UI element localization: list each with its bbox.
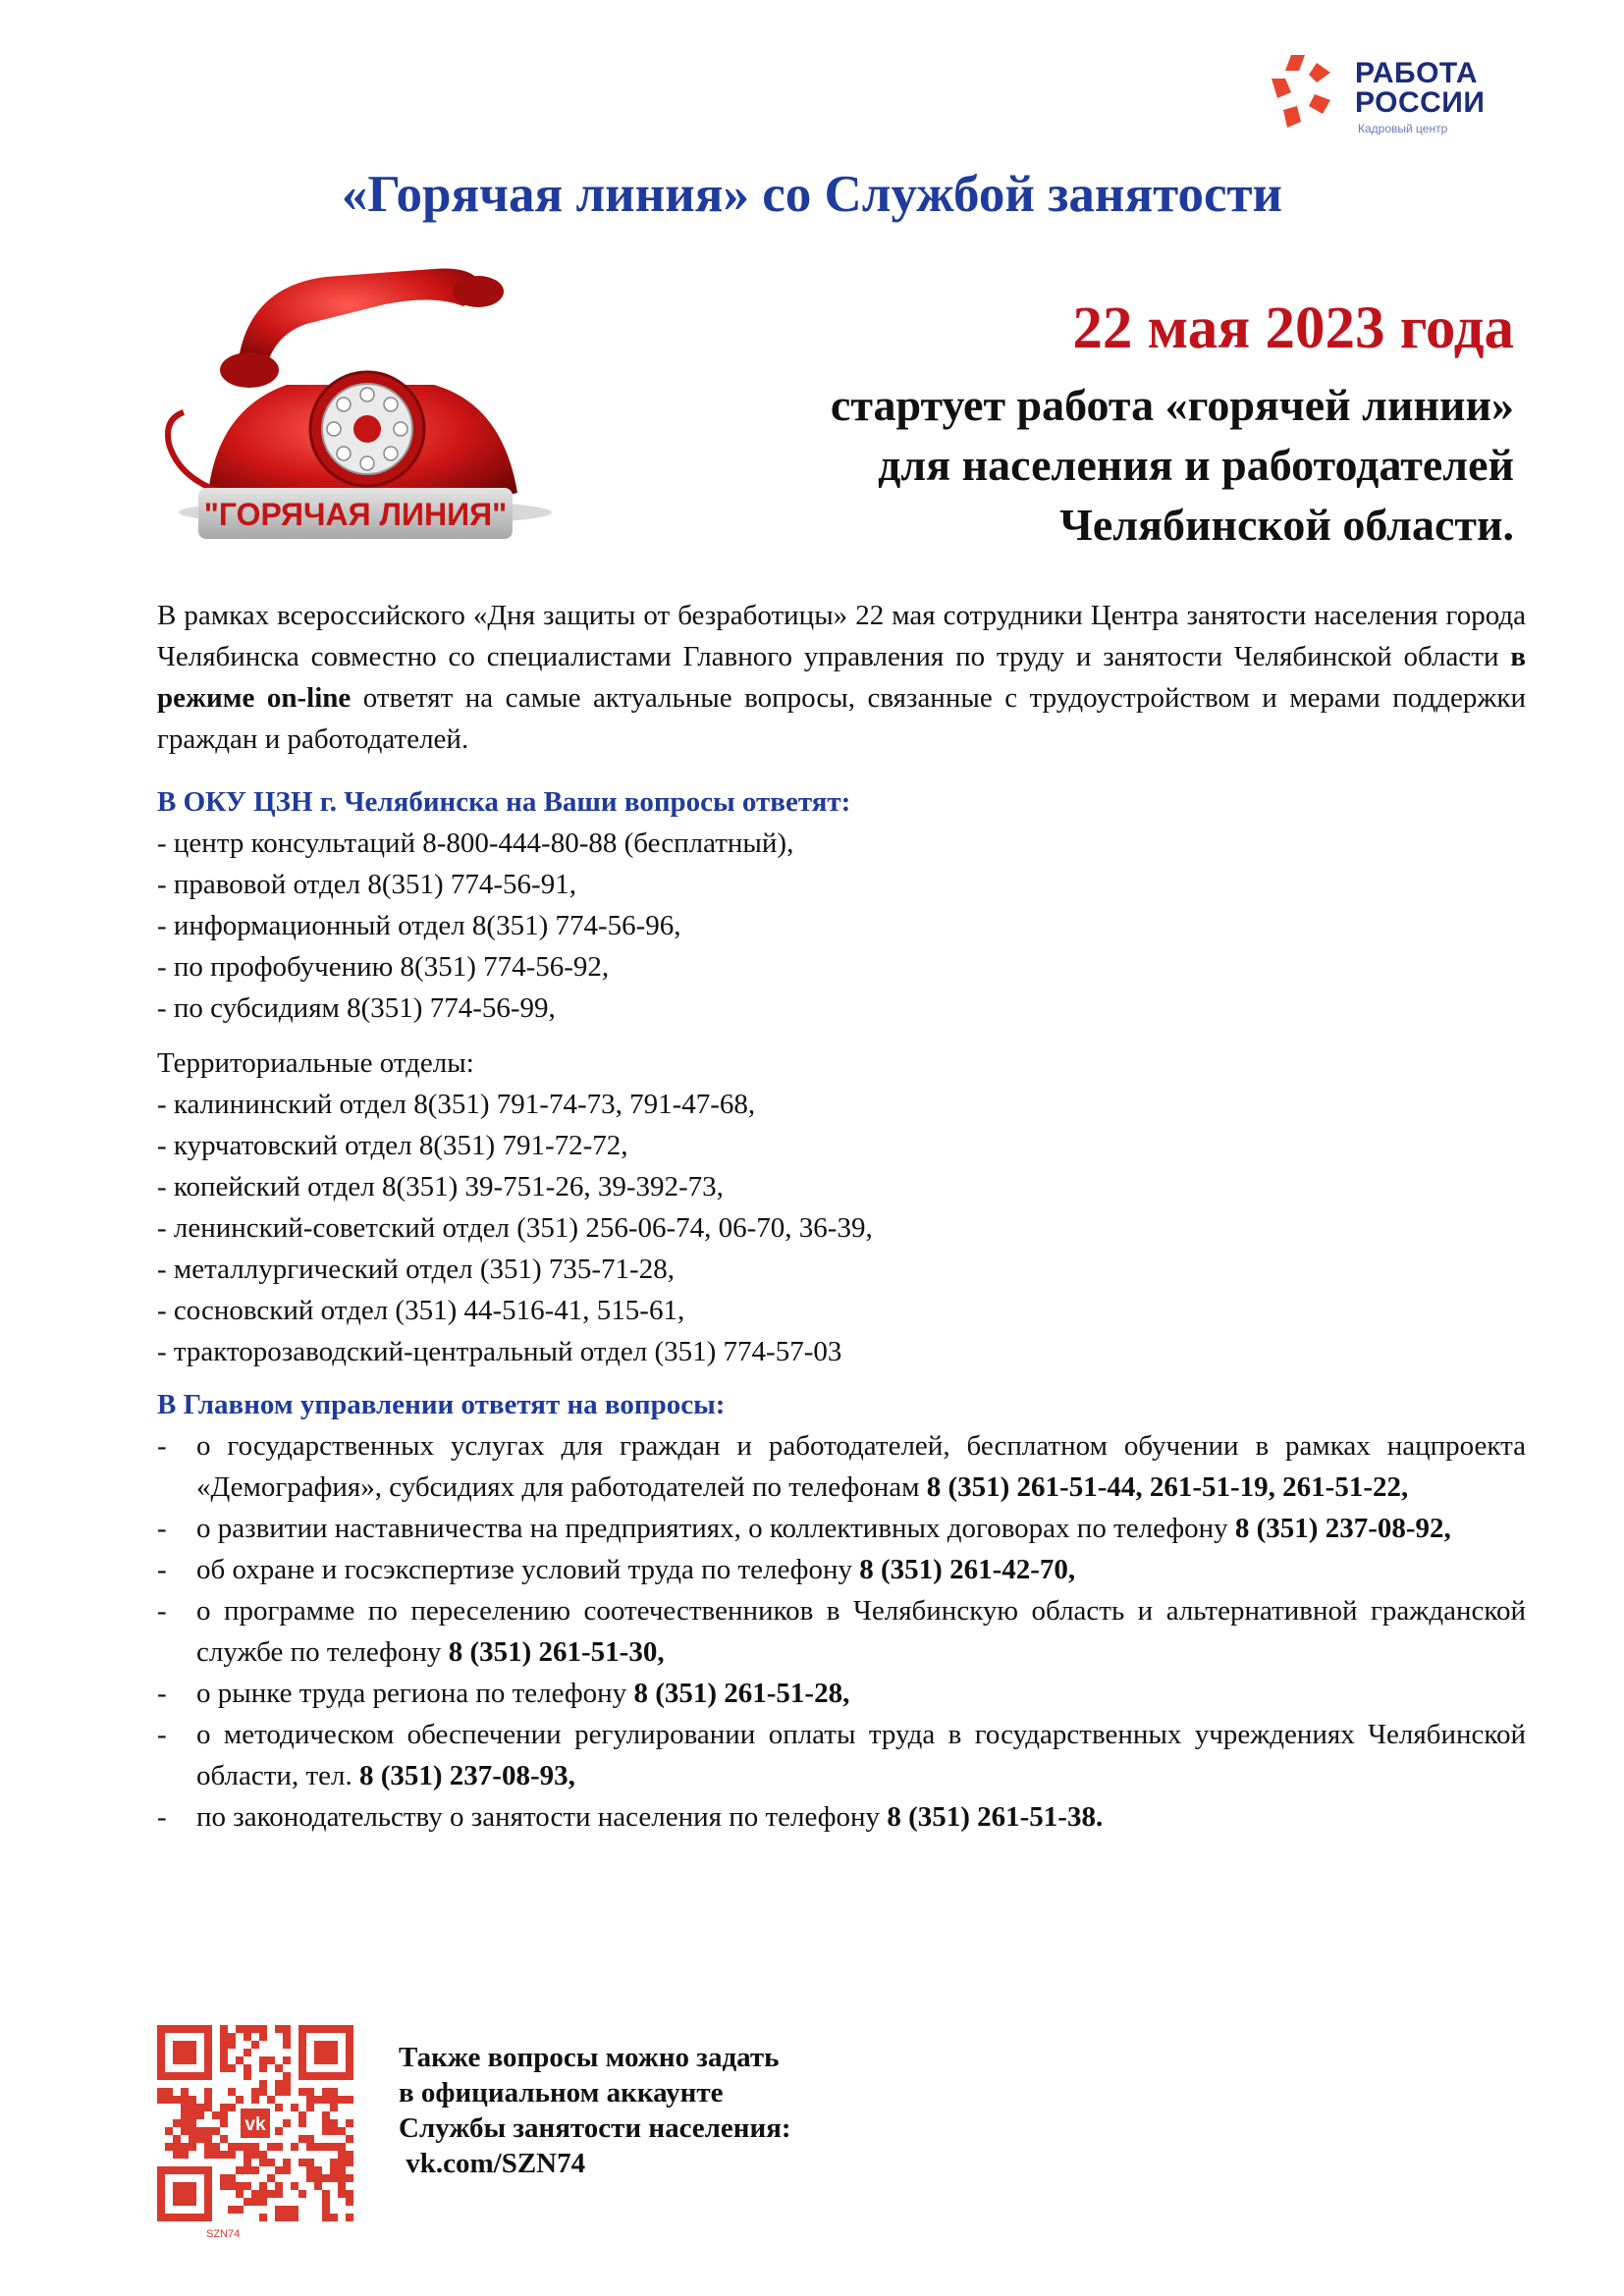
qr-module <box>244 2182 251 2190</box>
qr-module <box>314 2041 338 2064</box>
intro-text-1: В рамках всероссийского «Дня защиты от безработицы» 22 мая сотрудники Центра занятости населения города Челябинска совместно со специалистами Главного управления по труду и занятости Челябинской области <box>157 600 1526 672</box>
qr-module <box>346 2190 353 2198</box>
qr-module <box>322 2190 330 2198</box>
okuz-contacts-list <box>157 823 1526 1029</box>
qr-module <box>251 2088 259 2096</box>
list-item: - по профобучению 8(351) 774-56-92, <box>157 951 610 983</box>
qr-module <box>275 2127 283 2135</box>
qr-module <box>189 2096 196 2104</box>
qr-module <box>220 2135 228 2143</box>
qr-module <box>189 2143 196 2151</box>
qr-module <box>204 2127 212 2135</box>
qr-module <box>283 2041 291 2049</box>
qr-module <box>228 2041 236 2049</box>
qr-module <box>267 2174 275 2182</box>
qr-module <box>181 2127 189 2135</box>
qr-module <box>236 2056 244 2064</box>
qr-module <box>212 2143 220 2151</box>
qr-module <box>275 2143 283 2151</box>
qr-module <box>322 2088 330 2096</box>
qr-module <box>173 2119 181 2127</box>
qr-module <box>330 2096 338 2104</box>
qr-module <box>338 2096 346 2104</box>
list-item: - ленинский-советский отдел (351) 256-06-74, 06-70, 36-39, <box>157 1212 873 1244</box>
qr-module <box>204 2104 212 2111</box>
item-text: о рынке труда региона по телефону <box>196 1678 634 1709</box>
qr-module <box>181 2088 189 2096</box>
list-item: - сосновский отдел (351) 44-516-41, 515-61, <box>157 1295 685 1326</box>
qr-module <box>236 2206 244 2214</box>
list-item: - центр консультаций 8-800-444-80-88 (бесплатный), <box>157 828 794 859</box>
qr-module <box>259 2088 267 2096</box>
qr-module <box>212 2127 220 2135</box>
qr-module <box>204 2143 212 2151</box>
footer-line: Также вопросы можно задать <box>399 2042 780 2073</box>
footer-line: Службы занятости населения: <box>399 2112 791 2144</box>
qr-module <box>291 2104 298 2111</box>
qr-module <box>173 2135 181 2143</box>
qr-module <box>259 2064 267 2072</box>
qr-module <box>181 2151 189 2159</box>
qr-module <box>306 2159 314 2166</box>
logo-line-2: РОССИИ <box>1355 86 1486 119</box>
item-phone: 8 (351) 237-08-93, <box>358 1760 575 1791</box>
qr-module <box>189 2119 196 2127</box>
qr-module <box>236 2182 244 2190</box>
qr-module <box>259 2159 267 2166</box>
qr-module <box>306 2104 314 2111</box>
qr-module <box>275 2080 283 2088</box>
qr-module <box>173 2151 181 2159</box>
qr-module <box>346 2198 353 2206</box>
item-phone: 8 (351) 261-51-30, <box>448 1636 665 1668</box>
logo-line-1: РАБОТА <box>1355 57 1479 89</box>
qr-module <box>322 2198 330 2206</box>
qr-module <box>220 2119 228 2127</box>
qr-module <box>322 2119 330 2127</box>
qr-module <box>283 2080 291 2088</box>
qr-module <box>291 2206 298 2214</box>
main-dept-heading: В Главном управлении ответят на вопросы: <box>157 1389 726 1420</box>
qr-module <box>306 2096 314 2104</box>
announcement-line: стартует работа «горячей линии» <box>830 380 1514 430</box>
qr-module <box>157 2088 165 2096</box>
footer-contact-text <box>399 2040 791 2181</box>
list-item: - о развитии наставничества на предприятиях, о коллективных договорах по телефону 8 (351) 237-08-92, <box>157 1513 1451 1544</box>
qr-module <box>259 2190 267 2198</box>
intro-paragraph <box>157 595 1526 760</box>
qr-module <box>338 2182 346 2190</box>
list-item: - копейский отдел 8(351) 39-751-26, 39-392-73, <box>157 1171 724 1202</box>
qr-module <box>173 2096 181 2104</box>
qr-module <box>244 2151 251 2159</box>
rabota-rossii-star-icon <box>1262 49 1346 133</box>
qr-module <box>306 2166 314 2174</box>
qr-module <box>346 2214 353 2221</box>
qr-module <box>165 2143 173 2151</box>
announcement-line: Челябинской области. <box>1059 500 1514 550</box>
qr-module <box>251 2096 259 2104</box>
qr-module <box>346 2135 353 2143</box>
qr-module <box>322 2214 330 2221</box>
list-item: - правовой отдел 8(351) 774-56-91, <box>157 869 576 900</box>
item-phone: 8 (351) 261-51-28, <box>633 1678 850 1709</box>
qr-module <box>220 2056 228 2064</box>
qr-module <box>306 2143 314 2151</box>
qr-module <box>275 2064 283 2072</box>
qr-module <box>196 2127 204 2135</box>
list-item: - о государственных услугах для граждан и работодателей, бесплатном обучении в рамках нацпроекта «Демография», субсидиях для работодателей по телефонам 8 (351) 261-51-44, 261-51-19, 261-51-22, <box>157 1430 1526 1503</box>
qr-module <box>220 2033 228 2041</box>
list-item: - об охране и госэкспертизе условий труда по телефону 8 (351) 261-42-70, <box>157 1554 1076 1585</box>
vk-icon: vk <box>244 2114 266 2136</box>
qr-module <box>338 2127 346 2135</box>
qr-module <box>244 2064 251 2072</box>
vk-qr-code[interactable] <box>157 2025 353 2221</box>
qr-module <box>283 2025 291 2033</box>
list-item: - тракторозаводский-центральный отдел (351) 774-57-03 <box>157 1336 842 1367</box>
qr-module <box>275 2206 283 2214</box>
qr-module <box>314 2096 322 2104</box>
qr-module <box>298 2088 306 2096</box>
qr-module <box>251 2041 259 2049</box>
qr-module <box>283 2088 291 2096</box>
qr-module <box>275 2088 283 2096</box>
qr-module <box>306 2135 314 2143</box>
qr-module <box>291 2143 298 2151</box>
list-item: - по субсидиям 8(351) 774-56-99, <box>157 992 556 1024</box>
item-phone: 8 (351) 261-51-38. <box>887 1801 1104 1833</box>
item-phone: 8 (351) 237-08-92, <box>1234 1513 1451 1544</box>
main-content <box>157 595 1526 1838</box>
qr-module <box>322 2127 330 2135</box>
qr-module <box>259 2151 267 2159</box>
event-date: 22 мая 2023 года <box>1072 295 1514 361</box>
qr-module <box>228 2033 236 2041</box>
main-dept-list <box>157 1425 1526 1838</box>
qr-module <box>267 2096 275 2104</box>
qr-module <box>338 2143 346 2151</box>
qr-module <box>338 2151 346 2159</box>
qr-module <box>220 2041 228 2049</box>
qr-module <box>346 2096 353 2104</box>
qr-module <box>330 2143 338 2151</box>
qr-module <box>283 2214 291 2221</box>
item-text: об охране и госэкспертизе условий труда по телефону <box>196 1554 860 1585</box>
qr-module <box>189 2135 196 2143</box>
hotline-image-caption: "ГОРЯЧАЯ ЛИНИЯ" <box>203 497 508 532</box>
qr-module <box>228 2182 236 2190</box>
qr-module <box>283 2072 291 2080</box>
qr-module <box>346 2159 353 2166</box>
qr-module <box>283 2206 291 2214</box>
qr-module <box>244 2049 251 2056</box>
qr-module <box>220 2064 228 2072</box>
qr-module <box>236 2190 244 2198</box>
rabota-rossii-logo <box>1262 49 1488 137</box>
qr-module <box>267 2056 275 2064</box>
item-phone: 8 (351) 261-51-44, 261-51-19, 261-51-22, <box>926 1471 1409 1503</box>
qr-module <box>259 2182 267 2190</box>
qr-module <box>338 2166 346 2174</box>
qr-module <box>220 2049 228 2056</box>
qr-module <box>259 2214 267 2221</box>
page-title: «Горячая линия» со Службой занятости <box>341 166 1283 223</box>
qr-module <box>298 2159 306 2166</box>
territorial-heading: Территориальные отделы: <box>157 1047 474 1079</box>
qr-module <box>259 2056 267 2064</box>
item-text: по законодательству о занятости населения по телефону <box>196 1801 888 1833</box>
footer-link[interactable]: vk.com/SZN74 <box>399 2148 586 2179</box>
qr-module <box>298 2190 306 2198</box>
item-text: о развитии наставничества на предприятиях, о коллективных договорах по телефону <box>196 1513 1235 1544</box>
announcement-line: для населения и работодателей <box>878 440 1514 490</box>
okuz-heading: В ОКУ ЦЗН г. Челябинска на Ваши вопросы ответят: <box>157 786 851 818</box>
qr-module <box>173 2182 196 2206</box>
qr-module <box>251 2198 259 2206</box>
qr-module <box>189 2104 196 2111</box>
qr-module <box>251 2190 259 2198</box>
announcement-subheading <box>630 375 1514 555</box>
qr-module <box>244 2166 251 2174</box>
qr-module <box>267 2143 275 2151</box>
qr-module <box>330 2214 338 2221</box>
qr-module <box>275 2166 283 2174</box>
qr-module <box>267 2159 275 2166</box>
list-item: - информационный отдел 8(351) 774-56-96, <box>157 910 681 941</box>
qr-module <box>220 2151 228 2159</box>
qr-module <box>338 2159 346 2166</box>
footer-line: в официальном аккаунте <box>399 2077 724 2109</box>
qr-module <box>244 2025 251 2033</box>
qr-module <box>314 2166 322 2174</box>
qr-module <box>330 2104 338 2111</box>
logo-subtitle: Кадровый центр <box>1358 122 1448 135</box>
qr-module <box>314 2174 322 2182</box>
qr-module <box>228 2143 236 2151</box>
qr-module <box>314 2182 322 2190</box>
qr-module <box>346 2151 353 2159</box>
qr-module <box>236 2166 244 2174</box>
qr-module <box>236 2096 244 2104</box>
qr-module <box>204 2135 212 2143</box>
qr-module <box>244 2072 251 2080</box>
qr-module <box>306 2088 314 2096</box>
qr-module <box>259 2198 267 2206</box>
item-text: о методическом обеспечении регулировании оплаты труда в государственных учреждениях Челябинской области, тел. <box>196 1719 1526 1791</box>
qr-module <box>283 2119 291 2127</box>
qr-module <box>228 2064 236 2072</box>
item-text: о государственных услугах для граждан и работодателей, бесплатном обучении в рамках нацпроекта «Демография», субсидиях для работодателей по телефонам <box>196 1430 1526 1503</box>
qr-module <box>220 2025 228 2033</box>
qr-module <box>228 2174 236 2182</box>
qr-module <box>298 2119 306 2127</box>
list-item: - о программе по переселению соотечественников в Челябинскую область и альтернативной гражданской службе по телефону 8 (351) 261-51-30, <box>157 1595 1526 1668</box>
qr-module <box>275 2104 283 2111</box>
qr-module <box>220 2111 228 2119</box>
qr-module <box>330 2159 338 2166</box>
list-item: - курчатовский отдел 8(351) 791-72-72, <box>157 1130 628 1161</box>
qr-module <box>196 2135 204 2143</box>
qr-module <box>228 2104 236 2111</box>
list-item: - калининский отдел 8(351) 791-74-73, 791-47-68, <box>157 1089 756 1120</box>
qr-module <box>251 2166 259 2174</box>
qr-module <box>228 2151 236 2159</box>
list-item: - металлургический отдел (351) 735-71-28, <box>157 1254 675 1285</box>
qr-module <box>275 2025 283 2033</box>
qr-module <box>330 2166 338 2174</box>
list-item: - по законодательству о занятости населения по телефону 8 (351) 261-51-38. <box>157 1801 1104 1833</box>
qr-module <box>259 2025 267 2033</box>
qr-module <box>283 2033 291 2041</box>
hotline-phone-image <box>139 247 583 552</box>
qr-module <box>251 2025 259 2033</box>
qr-module <box>212 2111 220 2119</box>
qr-module <box>314 2143 322 2151</box>
qr-module <box>259 2033 267 2041</box>
qr-module <box>298 2135 306 2143</box>
qr-module <box>157 2096 165 2104</box>
qr-module <box>259 2080 267 2088</box>
qr-module <box>165 2096 173 2104</box>
qr-module <box>204 2088 212 2096</box>
qr-module <box>283 2166 291 2174</box>
qr-module <box>338 2174 346 2182</box>
qr-module <box>204 2151 212 2159</box>
qr-module <box>228 2088 236 2096</box>
qr-module <box>181 2111 189 2119</box>
item-text: о программе по переселению соотечественников в Челябинскую область и альтернативной гражданской службе по телефону <box>196 1595 1526 1668</box>
qr-module <box>330 2127 338 2135</box>
qr-module <box>322 2096 330 2104</box>
qr-module <box>283 2056 291 2064</box>
qr-module <box>330 2088 338 2096</box>
qr-module <box>275 2182 283 2190</box>
qr-caption: SZN74 <box>206 2228 241 2240</box>
qr-module <box>322 2206 330 2214</box>
qr-module <box>181 2119 189 2127</box>
qr-module <box>298 2111 306 2119</box>
qr-module <box>322 2143 330 2151</box>
qr-module <box>244 2143 251 2151</box>
qr-module <box>251 2143 259 2151</box>
qr-module <box>220 2174 228 2182</box>
qr-module <box>181 2143 189 2151</box>
qr-module <box>204 2096 212 2104</box>
qr-module <box>173 2143 181 2151</box>
qr-module <box>306 2174 314 2182</box>
qr-module <box>322 2111 330 2119</box>
qr-module <box>165 2088 173 2096</box>
qr-module <box>173 2041 196 2064</box>
qr-module <box>220 2104 228 2111</box>
qr-module <box>291 2182 298 2190</box>
qr-module <box>236 2025 244 2033</box>
logo-wordmark <box>1355 59 1485 118</box>
qr-module <box>244 2198 251 2206</box>
intro-text-2: ответят на самые актуальные вопросы, связанные с трудоустройством и мерами поддержки граждан и работодателей. <box>157 682 1526 755</box>
qr-module <box>291 2214 298 2221</box>
qr-module <box>251 2151 259 2159</box>
qr-module <box>189 2111 196 2119</box>
qr-module <box>283 2159 291 2166</box>
qr-module <box>181 2096 189 2104</box>
qr-module <box>196 2111 204 2119</box>
qr-module <box>165 2127 173 2135</box>
territorial-list <box>157 1084 1526 1372</box>
intro-bold: в режиме on-line <box>157 641 1526 714</box>
list-item: - о рынке труда региона по телефону 8 (351) 261-51-28, <box>157 1678 850 1709</box>
item-phone: 8 (351) 261-42-70, <box>859 1554 1076 1585</box>
qr-module <box>346 2119 353 2127</box>
qr-module <box>275 2190 283 2198</box>
list-item: - о методическом обеспечении регулировании оплаты труда в государственных учреждениях Челябинской области, тел. 8 (351) 237-08-93, <box>157 1719 1526 1791</box>
qr-module <box>244 2033 251 2041</box>
qr-module <box>220 2182 228 2190</box>
qr-module <box>244 2159 251 2166</box>
qr-module <box>212 2151 220 2159</box>
qr-module <box>275 2214 283 2221</box>
qr-module <box>267 2190 275 2198</box>
qr-module <box>189 2127 196 2135</box>
qr-module <box>330 2119 338 2127</box>
qr-module <box>196 2104 204 2111</box>
qr-module <box>181 2104 189 2111</box>
qr-module <box>346 2174 353 2182</box>
qr-module <box>322 2174 330 2182</box>
qr-module <box>228 2206 236 2214</box>
qr-module <box>338 2190 346 2198</box>
qr-module <box>236 2143 244 2151</box>
qr-module <box>330 2174 338 2182</box>
